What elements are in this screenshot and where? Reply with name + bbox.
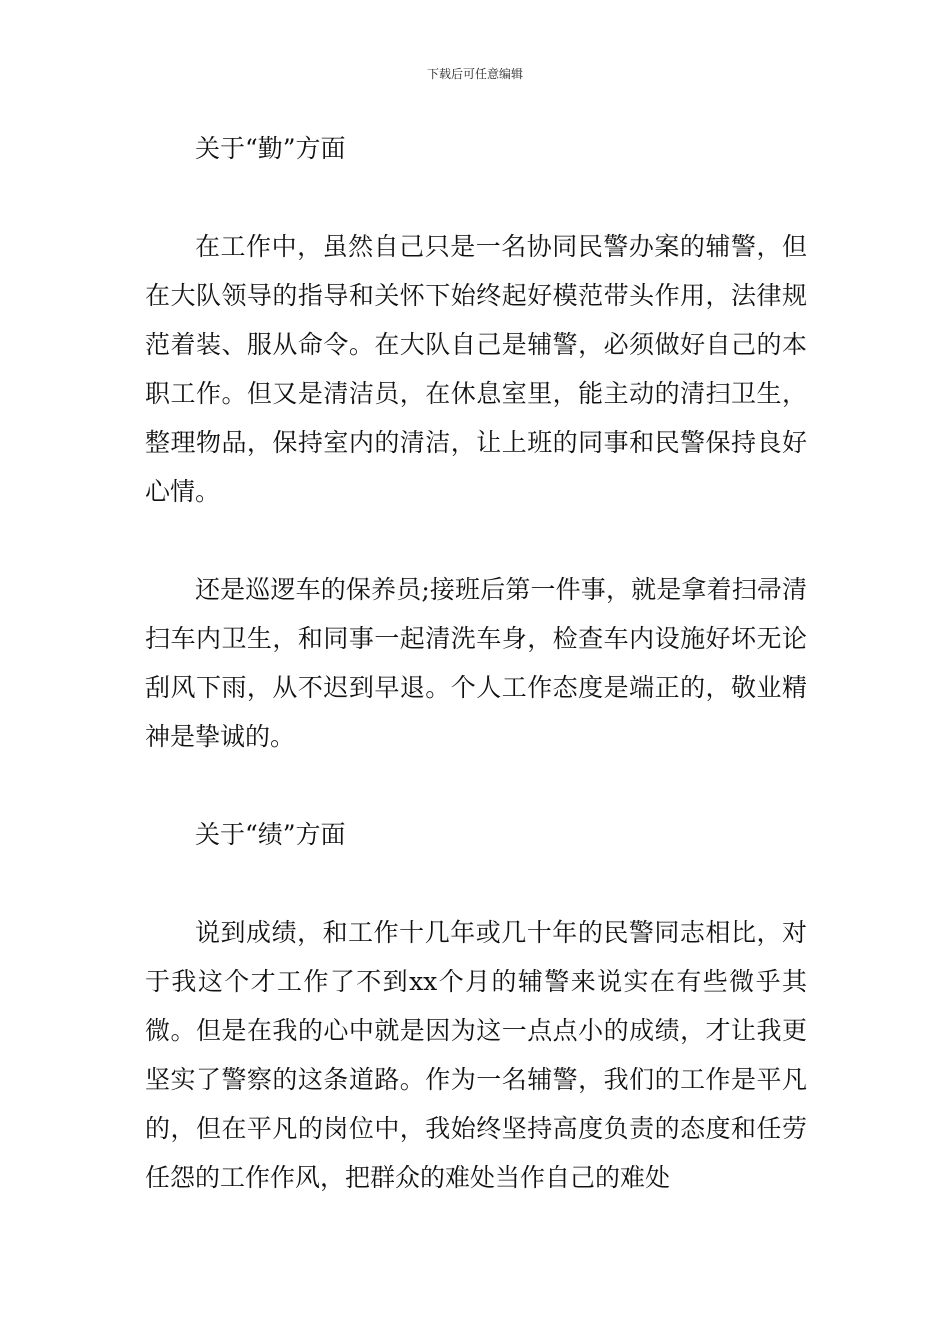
section-heading-qin: 关于“勤”方面 — [195, 134, 346, 163]
paragraph-gap — [145, 859, 807, 908]
paragraph-work-duties: 在工作中，虽然自己只是一名协同民警办案的辅警，但在大队领导的指导和关怀下始终起好模范带头作用，法律规范着装、服从命令。在大队自己是辅警，必须做好自己的本职工作。但又是清洁员，在休息室里，能主动的清扫卫生，整理物品，保持室内的清洁，让上班的同事和民警保持良好心情。 — [145, 232, 807, 506]
paragraph-gap — [145, 761, 807, 810]
page-header-note: 下载后可任意编辑 — [426, 67, 523, 81]
paragraph-patrol-car: 还是巡逻车的保养员;接班后第一件事，就是拿着扫帚清扫车内卫生，和同事一起清洗车身，检查车内设施好坏无论刮风下雨，从不迟到早退。个人工作态度是端正的，敬业精神是挚诚的。 — [145, 575, 807, 751]
paragraph-gap — [145, 516, 807, 565]
section-heading-ji: 关于“绩”方面 — [195, 820, 346, 849]
paragraph-gap — [145, 173, 807, 222]
paragraph-achievements: 说到成绩，和工作十几年或几十年的民警同志相比，对于我这个才工作了不到xx个月的辅警来说实在有些微乎其微。但是在我的心中就是因为这一点点小的成绩，才让我更坚实了警察的这条道路。作为一名辅警，我们的工作是平凡的，但在平凡的岗位中，我始终坚持高度负责的态度和任劳任怨的工作作风，把群众的难处当作自己的难处 — [145, 918, 807, 1192]
document-body — [145, 124, 807, 1202]
